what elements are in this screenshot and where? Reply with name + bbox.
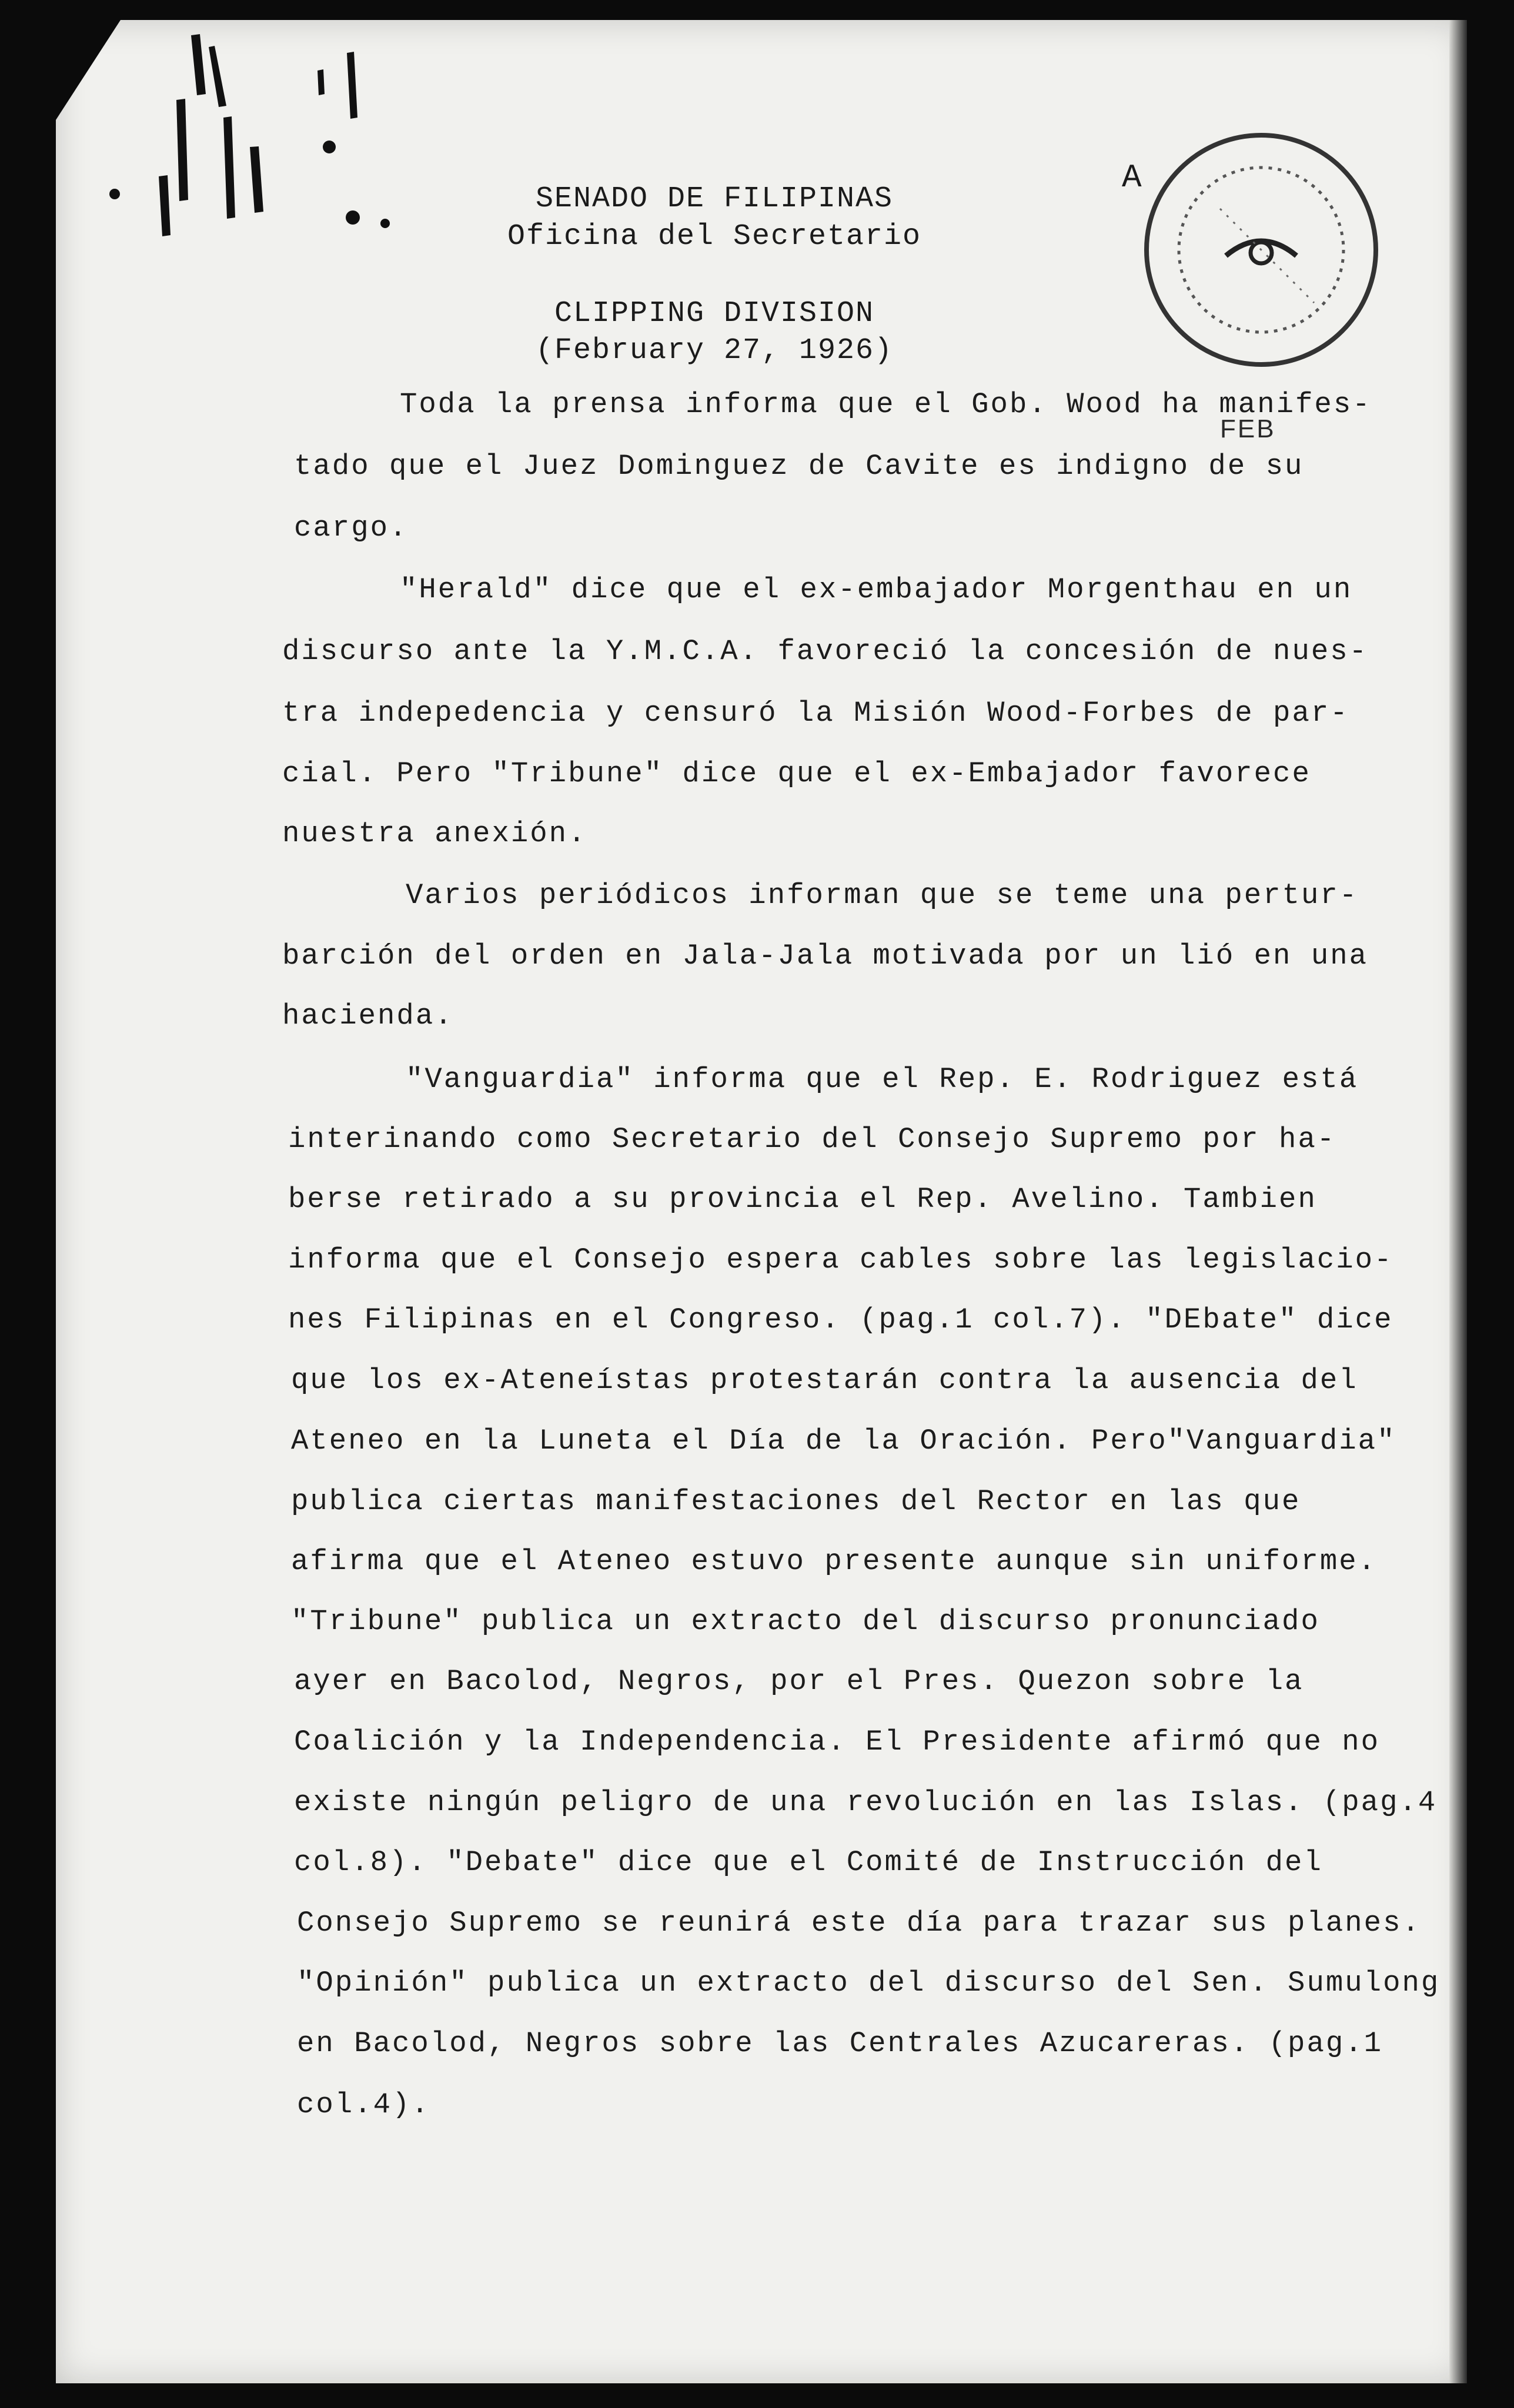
text-line: hacienda. (282, 999, 454, 1032)
text-line: col.4). (297, 2088, 430, 2121)
text-line: tra indepedencia y censuró la Misión Wood-Forbes de par- (282, 697, 1349, 730)
text-line: ayer en Bacolod, Negros, por el Pres. Quezon sobre la (294, 1665, 1304, 1698)
header-date: (February 27, 1926) (535, 334, 894, 367)
text-line: discurso ante la Y.M.C.A. favoreció la concesión de nues- (282, 635, 1369, 668)
ink-marks (88, 24, 417, 270)
text-line: que los ex-Ateneístas protestarán contra la ausencia del (291, 1364, 1358, 1397)
text-line: cargo. (294, 511, 409, 544)
text-line: en Bacolod, Negros sobre las Centrales Azucareras. (pag.1 (297, 2027, 1383, 2060)
text-line: nuestra anexión. (282, 817, 587, 850)
text-line: col.8). "Debate" dice que el Comité de Instrucción del (294, 1846, 1323, 1879)
text-line: barción del orden en Jala-Jala motivada por un lió en una (282, 939, 1369, 972)
text-line: informa que el Consejo espera cables sobre las legislacio- (288, 1243, 1393, 1276)
page-edge (1449, 20, 1467, 2383)
text-line: "Vanguardia" informa que el Rep. E. Rodriguez está (406, 1063, 1359, 1096)
document-body (223, 388, 1441, 2181)
header-division: CLIPPING DIVISION (554, 297, 875, 330)
stamp-letter: A (1122, 159, 1142, 196)
text-line: publica ciertas manifestaciones del Rector en las que (291, 1485, 1301, 1518)
text-line: interinando como Secretario del Consejo Supremo por ha- (288, 1123, 1336, 1156)
text-line: existe ningún peligro de una revolución en las Islas. (pag.4 (294, 1786, 1438, 1819)
text-line: Coalición y la Independencia. El Presidente afirmó que no (294, 1725, 1381, 1758)
text-line: nes Filipinas en el Congreso. (pag.1 col.7). "DEbate" dice (288, 1303, 1393, 1336)
text-line: berse retirado a su provincia el Rep. Avelino. Tambien (288, 1183, 1317, 1216)
text-line: Toda la prensa informa que el Gob. Wood ha manifes- (400, 388, 1372, 421)
header-senate: SENADO DE FILIPINAS (535, 182, 894, 216)
text-line: Ateneo en la Luneta el Día de la Oración. Pero"Vanguardia" (291, 1424, 1396, 1457)
text-line: Varios periódicos informan que se teme una pertur- (406, 879, 1359, 912)
text-line: "Opinión" publica un extracto del discurso del Sen. Sumulong (297, 1966, 1441, 1999)
text-line: cial. Pero "Tribune" dice que el ex-Embajador favorece (282, 757, 1311, 790)
text-line: "Tribune" publica un extracto del discurso pronunciado (291, 1605, 1320, 1638)
official-seal-stamp (1138, 126, 1385, 373)
header-office: Oficina del Secretario (507, 220, 922, 253)
text-line: afirma que el Ateneo estuvo presente aunque sin uniforme. (291, 1545, 1378, 1578)
text-line: Consejo Supremo se reunirá este día para trazar sus planes. (297, 1907, 1421, 1939)
stamp-date-label: FEB (1220, 414, 1276, 443)
text-line: tado que el Juez Dominguez de Cavite es indigno de su (294, 450, 1304, 483)
letterhead (412, 182, 1017, 376)
text-line: "Herald" dice que el ex-embajador Morgenthau en un (400, 573, 1353, 606)
